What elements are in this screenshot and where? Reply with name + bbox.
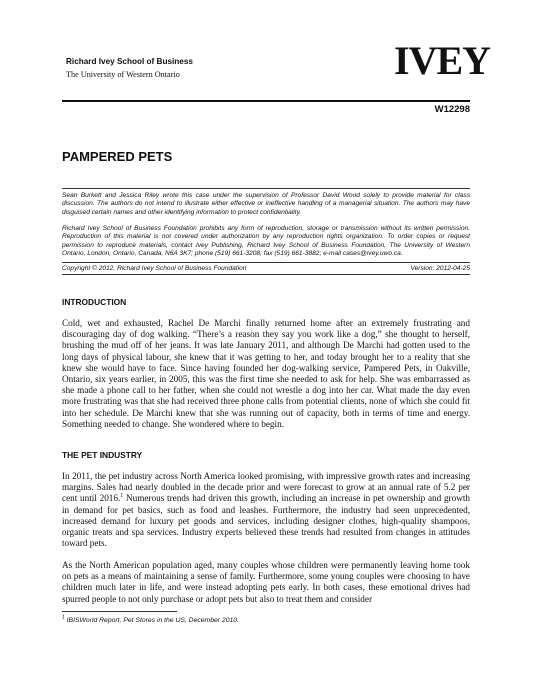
pet-industry-paragraph-1 xyxy=(62,471,470,549)
case-code: W12298 xyxy=(434,104,470,115)
school-name: Richard Ivey School of Business xyxy=(66,57,193,66)
copyright-notice: Copyright © 2012, Richard Ivey School of Business Foundation xyxy=(62,265,247,272)
case-title: PAMPERED PETS xyxy=(62,149,173,164)
pet-industry-paragraph-2: As the North American population aged, many couples whose children were permanently leaving home took on pets as a means of maintaining a sense of family. Furthermore, some young couples were choosing to have children much later in life, and were instead adopting pets early. In both cases, these emotional drives had spurred people to not only purchase or adopt pets but also to treat them and consider xyxy=(62,560,470,604)
footnote-text: IBISWorld Report, Pet Stores in the US, December 2010. xyxy=(64,617,239,624)
authors-notice: Sean Burkett and Jessica Riley wrote this case under the supervision of Professor David Wood solely to provide material for class discussion. The authors do not intend to illustrate either effective or ineffective handling of a managerial situation. The authors may have disguised certain names and other identifying information to protect confidentiality. xyxy=(62,192,470,216)
footnote-rule xyxy=(62,611,177,612)
notice-rule-mid xyxy=(62,262,470,263)
notice-rule-bottom xyxy=(62,274,470,275)
ivey-logo: IVEY xyxy=(394,38,491,83)
version-label: Version: 2012-04-25 xyxy=(410,265,470,272)
footnote-reference[interactable]: 1 xyxy=(120,493,124,500)
section-heading-pet-industry: THE PET INDUSTRY xyxy=(62,450,143,460)
pet-industry-p1-end: Numerous trends had driven this growth, including an increase in pet ownership and growth in demand for pet basics, such as food and leashes. Furthermore, the industry had seen unprecedented, increased demand for luxury pet goods and services, including designer clothes, high-quality shampoos, organic treats and spa services. Industry experts believed these trends had resulted from changes in attitudes toward pets. xyxy=(62,493,470,549)
pet-industry-p1-start: In 2011, the pet industry across North America looked promising, with impressive growth rates and increasing margins. Sales had nearly doubled in the decade prior and were forecast to grow at an annual rate of 5.2 per cent until 2016. xyxy=(62,471,470,504)
university-name: The University of Western Ontario xyxy=(66,70,180,79)
footnote xyxy=(62,614,239,624)
introduction-paragraph: Cold, wet and exhausted, Rachel De Marchi finally returned home after an extremely frustrating and discouraging day of dog walking. “There’s a reason they say you work like a dog,” she thought to herself, brushing the mud off of her jeans. It was late January 2011, and although De Marchi had gotten used to the long days of physical labour, she knew that it was getting to her, and today brought her to a reality that she knew she would have to face. Since having founded her dog-walking service, Pampered Pets, in Oakville, Ontario, six years earlier, in 2005, this was the first time she needed to ask for help. She was embarrassed as she made a phone call to her father, when she could not wrestle a dog into her car. What made the day even more frustrating was that she had received three phone calls from potential clients, none of which she could fit into her schedule. De Marchi knew that she was running out of capacity, both in terms of time and energy. Something needed to change. She wondered where to begin. xyxy=(62,318,470,429)
notice-rule-top xyxy=(62,188,470,189)
footnote-number: 1 xyxy=(62,614,65,621)
foundation-notice: Richard Ivey School of Business Foundation prohibits any form of reproduction, storage or transmission without its written permission. Reproduction of this material is not covered under authorization by any reproduction rights organization. To order copies or request permission to reproduce materials, contact Ivey Publishing, Richard Ivey School of Business Foundation, The University of Western Ontario, London, Ontario, Canada, N6A 3K7; phone (519) 661-3208; fax (519) 661-3882; e-mail cases@ivey.uwo.ca. xyxy=(62,225,470,257)
section-heading-introduction: INTRODUCTION xyxy=(62,297,127,307)
header-rule xyxy=(62,100,470,102)
